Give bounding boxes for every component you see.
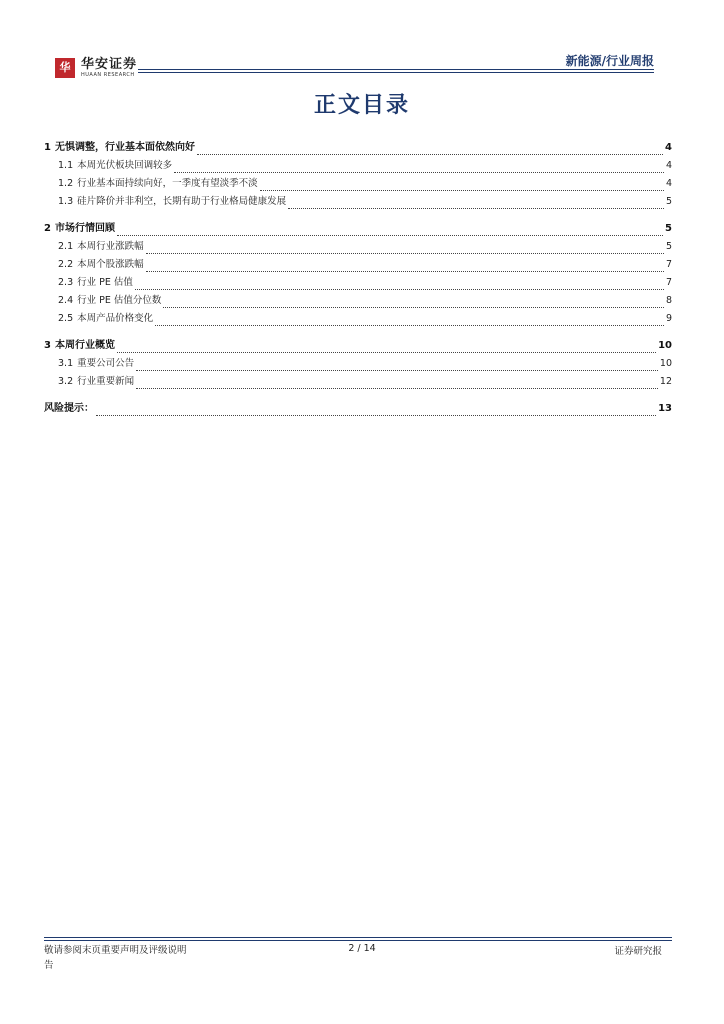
logo-subtitle: HUAAN RESEARCH [81, 72, 135, 78]
toc-subsection-entry[interactable] [44, 355, 672, 373]
toc-subsection-entry[interactable] [44, 274, 672, 292]
toc-leader-dots [163, 299, 664, 308]
toc-leader-dots [146, 245, 664, 254]
toc-subsection-entry[interactable] [44, 193, 672, 211]
toc-page-number: 12 [659, 376, 672, 387]
toc-leader-dots [146, 263, 664, 272]
toc-entry-label: 市场行情回顾 [54, 223, 115, 234]
toc-subsection-entry[interactable] [44, 256, 672, 274]
toc-entry-number: 3.1 [58, 358, 74, 369]
toc-leader-dots [117, 344, 656, 353]
toc-entry-label: 本周个股涨跌幅 [77, 259, 144, 270]
toc-entry-number: 3.2 [58, 376, 74, 387]
toc-entry-number: 2.5 [58, 313, 74, 324]
company-logo [55, 58, 137, 79]
toc-title: 正文目录 [313, 92, 410, 118]
toc-leader-dots [197, 146, 663, 155]
logo-seal-icon: 华 [55, 58, 75, 78]
toc-subsection-entry[interactable] [44, 373, 672, 391]
toc-entry-label: 硅片降价并非利空，长期有助于行业格局健康发展 [77, 196, 287, 207]
toc-entry-label: 重要公司公告 [77, 358, 135, 369]
toc-entry-label: 本周行业概览 [54, 340, 115, 351]
toc-page-number: 5 [665, 223, 672, 234]
toc-entry-number: 1.2 [58, 178, 74, 189]
report-category: 新能源/行业周报 [565, 54, 654, 68]
toc-entry-label: 本周行业涨跌幅 [77, 241, 144, 252]
toc-leader-dots [155, 317, 664, 326]
toc-leader-dots [136, 362, 658, 371]
footer-disclaimer-tail: 告 [44, 960, 54, 971]
toc-page-number: 8 [665, 295, 672, 306]
footer-divider-thin [44, 940, 672, 941]
toc-entry-label: 本周产品价格变化 [77, 313, 154, 324]
toc-entry-label: 行业基本面持续向好，一季度有望淡季不淡 [77, 178, 258, 189]
toc-entry-label: 行业 PE 估值分位数 [77, 295, 162, 306]
toc-subsection-entry[interactable] [44, 292, 672, 310]
logo-name: 华安证券 [81, 57, 138, 72]
page-header [0, 0, 724, 90]
toc-entry-label: 行业 PE 估值 [77, 277, 133, 288]
toc-entry-number: 1.3 [58, 196, 74, 207]
header-divider [138, 69, 654, 70]
table-of-contents [44, 136, 672, 418]
toc-page-number: 4 [665, 178, 672, 189]
toc-entry-number: 2.1 [58, 241, 74, 252]
toc-page-number: 13 [658, 403, 672, 414]
footer-disclaimer-text: 敬请参阅末页重要声明及评级说明 [44, 945, 187, 956]
toc-subsection-entry[interactable] [44, 310, 672, 328]
footer-divider [44, 937, 672, 938]
toc-page-number: 5 [665, 241, 672, 252]
toc-leader-dots [174, 164, 664, 173]
toc-subsection-entry[interactable] [44, 157, 672, 175]
toc-page-number: 10 [658, 340, 672, 351]
toc-entry-number: 2.3 [58, 277, 74, 288]
toc-section-entry[interactable] [44, 337, 672, 355]
toc-section-entry[interactable] [44, 400, 672, 418]
toc-entry-number: 2 [44, 223, 51, 234]
toc-leader-dots [288, 200, 664, 209]
page-number: 2 / 14 [348, 943, 376, 954]
toc-page-number: 10 [659, 358, 672, 369]
toc-entry-number: 2.2 [58, 259, 74, 270]
toc-subsection-entry[interactable] [44, 238, 672, 256]
toc-page-number: 7 [665, 277, 672, 288]
header-divider-thin [138, 72, 654, 73]
toc-section-entry[interactable] [44, 220, 672, 238]
toc-leader-dots [260, 182, 664, 191]
toc-subsection-entry[interactable] [44, 175, 672, 193]
toc-page-number: 9 [665, 313, 672, 324]
toc-leader-dots [117, 227, 663, 236]
toc-page-number: 5 [665, 196, 672, 207]
toc-section-entry[interactable] [44, 139, 672, 157]
toc-page-number: 4 [665, 142, 672, 153]
toc-leader-dots [96, 407, 656, 416]
toc-leader-dots [135, 281, 664, 290]
toc-entry-label: 风险提示： [44, 403, 94, 414]
toc-entry-number: 2.4 [58, 295, 74, 306]
toc-entry-number: 1.1 [58, 160, 74, 171]
toc-page-number: 4 [665, 160, 672, 171]
toc-entry-label: 无惧调整，行业基本面依然向好 [54, 142, 195, 153]
toc-page-number: 7 [665, 259, 672, 270]
footer-doc-type: 证券研究报 [614, 946, 662, 957]
toc-leader-dots [136, 380, 658, 389]
toc-entry-number: 3 [44, 340, 51, 351]
toc-entry-number: 1 [44, 142, 51, 153]
toc-entry-label: 本周光伏板块回调较多 [77, 160, 173, 171]
toc-entry-label: 行业重要新闻 [77, 376, 135, 387]
